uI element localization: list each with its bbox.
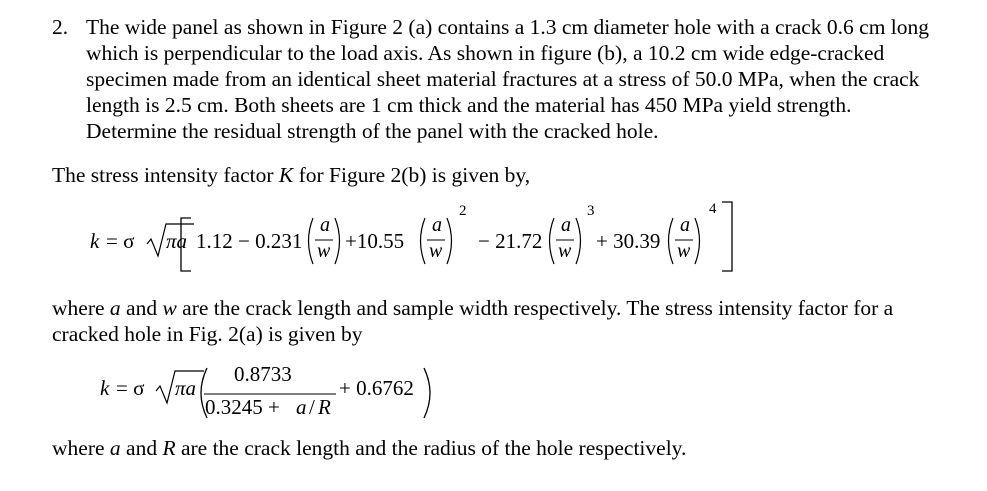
- para3-text-3: are the crack length and the radius of the hole respectively.: [175, 436, 687, 460]
- para2-text-2: and: [120, 296, 163, 320]
- intro-var: K: [278, 163, 294, 187]
- eq2-den-R: R: [318, 395, 331, 419]
- eq1-term-2: − 21.72: [478, 229, 543, 253]
- eq1-frac4-num: a: [680, 214, 690, 236]
- eq1-equals-sigma: = σ: [106, 229, 135, 253]
- eq1-exp-4: 4: [709, 201, 717, 217]
- eq1-exp-2: 2: [459, 203, 467, 219]
- eq1-exp-3: 3: [587, 203, 595, 219]
- eq2-equals-sigma: = σ: [116, 376, 145, 400]
- eq1-term-3: + 30.39: [596, 229, 661, 253]
- eq1-frac3-num: a: [561, 214, 571, 236]
- para3-text-1: where: [52, 436, 110, 460]
- eq1-frac4-den: w: [677, 240, 691, 262]
- eq1-frac1-den: w: [317, 240, 331, 262]
- para2-var-w: w: [162, 296, 177, 320]
- eq2-den-const: 0.3245 +: [205, 395, 280, 419]
- para3-var-a: a: [109, 436, 121, 460]
- eq1-lhs: k: [90, 229, 100, 253]
- problem-text: The wide panel as shown in Figure 2 (a) contains a 1.3 cm diameter hole with a crack 0.6 cm long which is perpendicular to the load axis. As shown in figure (b), a 10.2 cm wide edge-cracked specimen made from an identical sheet material fractures at a stress of 50.0 MPa, when the crack length is 2.5 cm. Both sheets are 1 cm thick and the material has 450 MPa yield strength. Determine the residual strength of the panel with the cracked hole.: [86, 15, 930, 143]
- para2-var-a: a: [109, 296, 121, 320]
- para2-text-1: where: [52, 296, 110, 320]
- eq1-term-1: +10.55: [345, 229, 405, 253]
- eq1-term-0: 1.12 − 0.231: [196, 229, 303, 253]
- eq2-lhs: k: [100, 376, 110, 400]
- eq2-den-slash: /: [309, 395, 315, 419]
- eq2-den-a: a: [296, 395, 307, 419]
- problem-number: 2.: [52, 15, 69, 39]
- eq1-frac2-num: a: [432, 214, 442, 236]
- para3-text-2: and: [120, 436, 163, 460]
- intro-after: for Figure 2(b) is given by,: [293, 163, 531, 187]
- intro-before: The stress intensity factor: [52, 163, 279, 187]
- paragraph-where-a-R: [52, 435, 942, 461]
- eq2-radicand: πa: [175, 376, 197, 400]
- eq1-radicand: πa: [166, 229, 188, 253]
- para2-text-3: are the crack length and sample width respectively. The stress intensity factor for a cracked hole in Fig. 2(a) is given by: [52, 296, 894, 346]
- para3-var-R: R: [162, 436, 176, 460]
- eq1-frac1-num: a: [320, 214, 330, 236]
- eq2-plus-term: + 0.6762: [339, 376, 414, 400]
- eq1-frac3-den: w: [558, 240, 572, 262]
- eq1-frac2-den: w: [429, 240, 443, 262]
- eq2-numerator: 0.8733: [234, 362, 292, 386]
